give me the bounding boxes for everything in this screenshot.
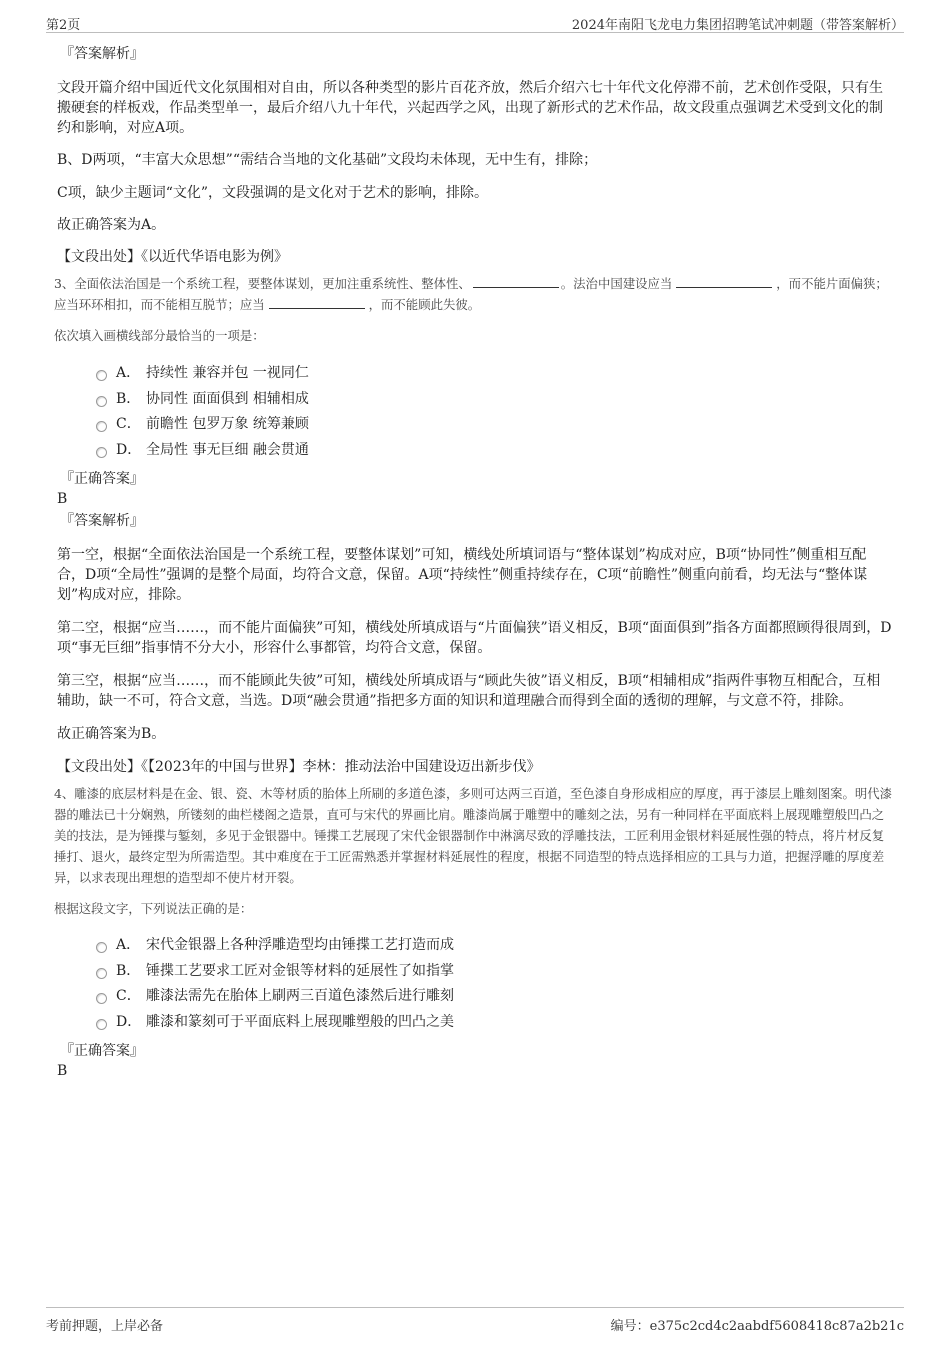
q4-stem: 4、雕漆的底层材料是在金、银、瓷、木等材质的胎体上所刷的多道色漆，多则可达两三百道，至色漆自身形成相应的厚度，再于漆层上雕刻图案。明代漆器的雕法已十分娴熟，所镂刻的曲栏楼阁之造景，直可与宋代的界画比肩。雕漆尚属于雕塑中的雕刻之法，另有一种同样在平面底料上展现雕塑般凹凸之美的技法，是为锤揲与錾刻，多见于金银器中。锤揲工艺展现了宋代金银器制作中淋漓尽致的浮雕技法，工匠利用金银材料延展性强的特点，将片材反复捶打、退火，最终定型为所需造型。其中难度在于工匠需熟悉并掌握材料延展性的程度，根据不同造型的特点选择相应的工具与力道，把握浮雕的厚度差异，以求表现出理想的造型却不使片材开裂。	[54, 786, 893, 885]
q3-option-d[interactable]: D． 全局性 事无巨细 融会贯通	[96, 438, 893, 464]
q4-options	[57, 933, 893, 1035]
q4-option-d[interactable]: D． 雕漆和篆刻可于平面底料上展现雕塑般的凹凸之美	[96, 1010, 893, 1036]
radio-icon[interactable]	[96, 993, 107, 1004]
q3-analysis-para: 第三空，根据“应当……，而不能顾此失彼”可知，横线处所填成语与“顾此失彼”语义相反，B项“相辅相成”指两件事物互相配合，互相辅助，缺一不可，符合文意，当选。D项“融会贯通”指把多方面的知识和道理融合而得到全面的透彻的理解，与文意不符，排除。	[57, 673, 881, 709]
q2-analysis-label: 『答案解析』	[60, 46, 144, 62]
footer-slogan: 考前押题，上岸必备	[46, 1319, 164, 1334]
q3-option-b[interactable]: B． 协同性 面面俱到 相辅相成	[96, 387, 893, 413]
q2-analysis-para: C项，缺少主题词“文化”，文段强调的是文化对于艺术的影响，排除。	[57, 185, 489, 201]
q4-correct-label: 『正确答案』	[60, 1043, 144, 1059]
q2-conclusion: 故正确答案为A。	[57, 217, 166, 233]
q4-correct-answer: B	[57, 1063, 68, 1079]
document-title: 2024年南阳飞龙电力集团招聘笔试冲刺题（带答案解析）	[571, 18, 904, 33]
q2-source: 【文段出处】《以近代华语电影为例》	[57, 249, 288, 265]
q3-analysis-label: 『答案解析』	[60, 513, 144, 529]
q4-option-b[interactable]: B． 锤揲工艺要求工匠对金银等材料的延展性了如指掌	[96, 959, 893, 985]
q3-option-c[interactable]: C． 前瞻性 包罗万象 统筹兼顾	[96, 412, 893, 438]
q4-option-a[interactable]: A． 宋代金银器上各种浮雕造型均由锤揲工艺打造而成	[96, 933, 893, 959]
q3-options	[57, 361, 893, 463]
radio-icon[interactable]	[96, 1019, 107, 1030]
q3-blank-2	[676, 275, 772, 288]
q2-analysis-para: 文段开篇介绍中国近代文化氛围相对自由，所以各种类型的影片百花齐放，然后介绍六七十年代文化停滞不前，艺术创作受限，只有生搬硬套的样板戏，作品类型单一，最后介绍八九十年代，兴起西学之风，出现了新形式的艺术作品，故文段重点强调艺术受到文化的制约和影响，对应A项。	[57, 80, 883, 136]
q4-option-c[interactable]: C． 雕漆法需先在胎体上刷两三百道色漆然后进行雕刻	[96, 984, 893, 1010]
q3-option-a[interactable]: A． 持续性 兼容并包 一视同仁	[96, 361, 893, 387]
radio-icon[interactable]	[96, 942, 107, 953]
radio-icon[interactable]	[96, 396, 107, 407]
q3-correct-label: 『正确答案』	[60, 471, 144, 487]
q3-stem: 3、全面依法治国是一个系统工程，要整体谋划，更加注重系统性、整体性、 。法治中国建设应当 ，而不能片面偏狭；应当环环相扣，而不能相互脱节；应当 ，而不能顾此失彼。	[54, 276, 888, 312]
q3-prompt: 依次填入画横线部分最恰当的一项是：	[54, 328, 265, 343]
q3-analysis-para: 第一空，根据“全面依法治国是一个系统工程，要整体谋划”可知，横线处所填词语与“整体谋划”构成对应，B项“协同性”侧重相互配合，D项“全局性”强调的是整个局面，均符合文意，保留。A项“持续性”侧重持续存在，C项“前瞻性”侧重向前看，均无法与“整体谋划”构成对应，排除。	[57, 547, 868, 603]
q3-blank-1	[473, 275, 559, 288]
page-content	[54, 44, 893, 1081]
radio-icon[interactable]	[96, 421, 107, 432]
page-footer	[46, 1307, 904, 1332]
page-header	[46, 12, 904, 33]
radio-icon[interactable]	[96, 370, 107, 381]
q3-conclusion: 故正确答案为B。	[57, 726, 166, 742]
q3-source: 【文段出处】《【2023年的中国与世界】李林：推动法治中国建设迈出新步伐》	[57, 759, 541, 775]
q3-blank-3	[269, 296, 365, 309]
q4-prompt: 根据这段文字，下列说法正确的是：	[54, 901, 253, 916]
page-number: 第2页	[46, 18, 81, 33]
document-code: 编号：e375c2cd4c2aabdf5608418c87a2b21c	[610, 1319, 904, 1334]
radio-icon[interactable]	[96, 447, 107, 458]
q2-analysis-para: B、D两项，“丰富大众思想”“需结合当地的文化基础”文段均未体现，无中生有，排除；	[57, 152, 598, 168]
q3-correct-answer: B	[57, 491, 68, 507]
radio-icon[interactable]	[96, 968, 107, 979]
q3-analysis-para: 第二空，根据“应当……，而不能片面偏狭”可知，横线处所填成语与“片面偏狭”语义相反，B项“面面俱到”指各方面都照顾得很周到，D项“事无巨细”指事情不分大小，形容什么事都管，均符合文意，保留。	[57, 620, 892, 656]
